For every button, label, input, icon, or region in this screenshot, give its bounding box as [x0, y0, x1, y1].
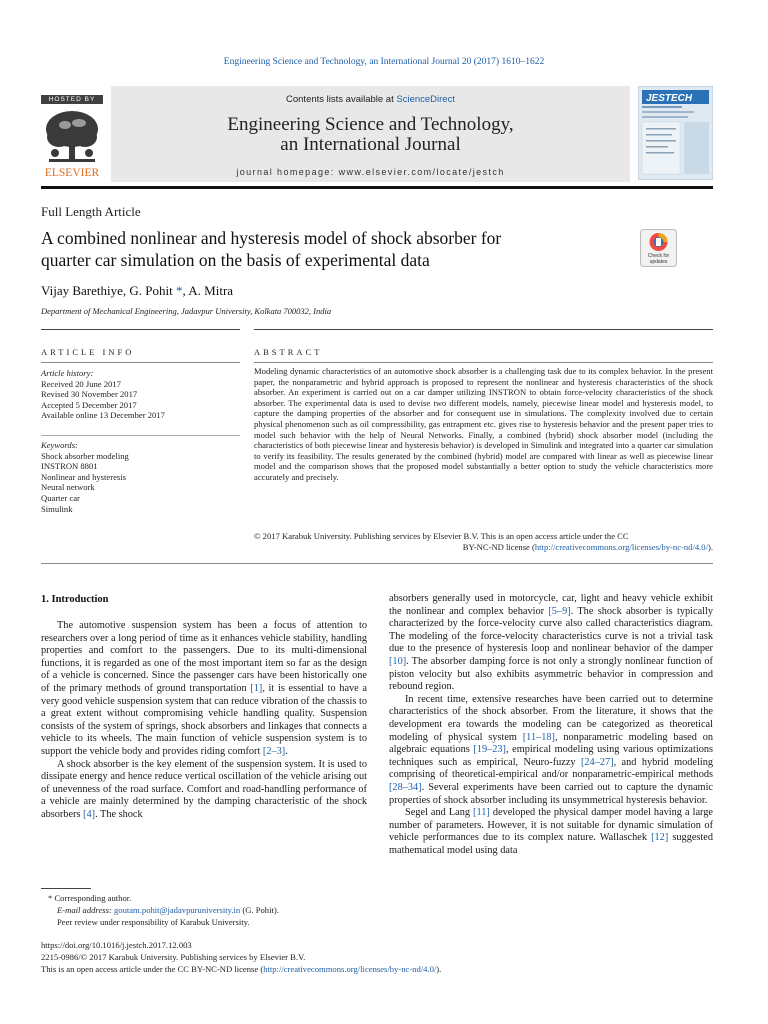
article-history — [41, 368, 165, 421]
author-affiliation: Department of Mechanical Engineering, Jadavpur University, Kolkata 700032, India — [41, 306, 332, 316]
keywords-list — [41, 440, 129, 514]
article-title-line1: A combined nonlinear and hysteresis model of shock absorber for — [41, 228, 502, 248]
paragraph-text: . Several experiments have been carried out to capture the dynamic properties of shock absorber including its unsymmetrical hysteresis behavior. — [389, 781, 713, 806]
license-prefix: BY-NC-ND license ( — [462, 542, 535, 552]
oa-license-link[interactable]: http://creativecommons.org/licenses/by-nc-nd/4.0/ — [263, 964, 437, 974]
reference-link[interactable]: [11–18] — [522, 731, 555, 743]
article-history-label: Article history: — [41, 368, 94, 378]
intro-paragraph — [389, 694, 713, 807]
email-suffix: (G. Pohit). — [240, 905, 279, 915]
article-info-heading-rule — [41, 362, 240, 363]
journal-title-line1: Engineering Science and Technology, — [227, 114, 514, 135]
keywords-label: Keywords: — [41, 440, 78, 450]
keyword-item: Neural network — [41, 482, 95, 493]
paragraph-text: A shock absorber is the key element of the suspension system. It is used to dissipate energy and hence reduce vertical oscillation of the vehicle arising out of unevenness of the road surface. Comfort and road-handling performance of a vehicle are mainly determined by the damping characteristic of the shock absorbers — [41, 758, 367, 820]
contents-prefix: Contents lists available at — [286, 94, 397, 105]
footnote-star: * — [48, 893, 53, 903]
abstract-heading-rule — [254, 362, 713, 363]
corresponding-author-note — [48, 893, 131, 905]
introduction-heading: 1. Introduction — [41, 594, 109, 605]
history-accepted: Accepted 5 December 2017 — [41, 399, 137, 410]
article-type-label: Full Length Article — [41, 204, 141, 219]
article-info-heading: ARTICLE INFO — [41, 347, 135, 357]
abstract-bottom-rule — [41, 563, 713, 564]
reference-link[interactable]: [12] — [651, 832, 669, 844]
license-link[interactable]: http://creativecommons.org/licenses/by-nc-nd/4.0/ — [534, 542, 708, 552]
open-access-line — [41, 964, 441, 976]
journal-title-line2: an International Journal — [280, 134, 461, 155]
reference-link[interactable]: [19–23] — [473, 744, 506, 756]
intro-paragraph — [41, 620, 367, 759]
intro-paragraph — [389, 593, 713, 694]
email-label: E-mail address: — [57, 905, 114, 915]
journal-cover-thumbnail[interactable] — [638, 86, 713, 180]
keyword-item: Quarter car — [41, 492, 80, 503]
keyword-item: Nonlinear and hysteresis — [41, 471, 126, 482]
paragraph-text: . The shock — [95, 808, 143, 820]
keywords-divider — [41, 435, 240, 436]
abstract-license — [254, 542, 713, 553]
email-note — [57, 905, 279, 917]
journal-homepage-link[interactable]: journal homepage: www.elsevier.com/locate/jestch — [236, 167, 505, 177]
contents-line — [111, 94, 630, 105]
paragraph-text: suggested mathematical model using data — [389, 832, 713, 856]
abstract-top-rule — [254, 329, 713, 330]
author-email-link[interactable]: goutam.pohit@jadavpuruniversity.in — [113, 905, 241, 915]
footnote-rule — [41, 888, 91, 889]
reference-link[interactable]: [10] — [389, 655, 407, 667]
footnote-text: Corresponding author. — [52, 893, 132, 903]
paragraph-text: , nonparametric modeling based on algebraic equations — [389, 731, 713, 756]
issn-line: 2215-0986/© 2017 Karabuk University. Publishing services by Elsevier B.V. — [41, 952, 306, 962]
paragraph-text: developed the physical damper model having a large number of parameters. However, it is not suitable for dynamic simulation of vehicle performances due to its complex nature. Wallaschek — [389, 807, 714, 844]
reference-link[interactable]: [24–27] — [580, 756, 614, 768]
reference-link[interactable]: [1] — [250, 682, 263, 694]
sciencedirect-link[interactable]: ScienceDirect — [396, 94, 455, 105]
cover-title: JESTECH — [646, 93, 693, 104]
doi-link[interactable]: https://doi.org/10.1016/j.jestch.2017.12.003 — [41, 940, 192, 950]
keyword-item: Shock absorber modeling — [41, 450, 129, 461]
body-column-right — [389, 593, 713, 857]
journal-citation-link[interactable]: Engineering Science and Technology, an International Journal 20 (2017) 1610–1622 — [223, 57, 545, 67]
paragraph-text: . The absorber damping force is not only a strongly nonlinear function of piston velocity but also exhibits asymmetric behavior in compression and rebound region. — [389, 655, 713, 693]
paragraph-text: , empirical modeling using various optimizations techniques such as empirical, Neuro-fuzzy — [389, 744, 714, 768]
paragraph-text: . — [285, 745, 288, 757]
license-suffix: ). — [707, 542, 713, 552]
reference-link[interactable]: [11] — [473, 807, 490, 819]
paragraph-text: Segel and Lang — [405, 807, 474, 819]
abstract-heading: ABSTRACT — [254, 347, 323, 357]
reference-link[interactable]: [4] — [83, 808, 96, 820]
article-info-top-rule — [41, 329, 240, 330]
elsevier-wordmark: ELSEVIER — [44, 167, 100, 179]
keyword-item: Simulink — [41, 503, 73, 514]
body-column-left — [41, 620, 367, 822]
authors-last: , A. Mitra — [182, 283, 234, 298]
oa-suffix: ). — [436, 964, 442, 974]
paragraph-text: . The shock absorber is typically characterized by the force-velocity curve also called characteristics diagram. The modeling of the force-velocity characteristics curve is not a trivial task due to the presence of hysteresis loop and nonlinear behavior of the damper — [389, 605, 714, 655]
check-updates-line1: Check for — [647, 253, 670, 259]
paragraph-text: In recent time, extensive researches have been carried out to determine characteristics of the shock absorber. From the literature, it shows that the development era towards the modeling can be categorized as theoretical modeling of physical system — [389, 693, 713, 743]
history-revised: Revised 30 November 2017 — [41, 389, 138, 400]
elsevier-tree-logo[interactable] — [41, 107, 103, 179]
paragraph-text: , it is essential to have a very good vehicle suspension system that can reduce vibration of the chassis to a great extent without compromising vehicle handling quality. Suspension consists of the system of springs, shock absorbers and linkages that connects a vehicle to its wheels. The main function of vehicle suspension system is to support the vehicle body and provides riding comfort — [41, 682, 367, 757]
keyword-item: INSTRON 8801 — [41, 461, 98, 472]
authors-first: Vijay Barethiye, G. Pohit — [41, 283, 173, 298]
paragraph-text: , and hybrid modeling comprising of theoretical-empirical and/or nonparametric-empirical methods — [389, 756, 713, 781]
reference-link[interactable]: [2–3] — [262, 745, 286, 757]
hosted-by-label: HOSTED BY — [41, 95, 103, 104]
paragraph-text: The automotive suspension system has been a focus of attention to researchers over a long period of time as it enhances vehicle stability, handling properties and comfort to the passengers. Due to its multi-dimensional functions, it is regarded as one of the most important item so far as the design of a vehicle is concerned. Since the passenger cars have been historically one of the primary methods of ground transportation — [41, 620, 367, 694]
check-for-updates-button[interactable] — [640, 229, 677, 267]
peer-review-note: Peer review under responsibility of Karabuk University. — [57, 917, 250, 927]
article-title-line2: quarter car simulation on the basis of experimental data — [41, 250, 430, 270]
intro-paragraph — [389, 807, 713, 857]
author-list — [41, 283, 233, 299]
reference-link[interactable]: [5–9] — [548, 605, 571, 617]
check-updates-line2: updates — [649, 259, 668, 265]
oa-prefix: This is an open access article under the CC BY-NC-ND license ( — [41, 964, 264, 974]
corresponding-author-marker[interactable]: * — [172, 283, 183, 298]
paragraph-text: absorbers generally used in motorcycle, car, light and heavy vehicle exhibit the nonlinear and complex behavior — [389, 593, 713, 617]
abstract-text: Modeling dynamic characteristics of an automotive shock absorber is a challenging task due to its complex behavior. In the present paper, the nonparametric and hybrid approach is proposed to represent the nonlinear and hysteresis characteristics of the shock absorber. An experiment is carried out on a car damper utilizing INSTRON to obtain force-velocity characteristics of the shock absorber. The experimental data is used to devise two different models, namely, piecewise linear model and hysteresis model, to capture the damping properties of the absorber and for consequent use in simulations. The complexity involved due to certain physical phenomenon such as oil compressibility, gas entrapment etc. gives rise to hysteresis behavior and the present paper tries to model such behavior with the help of Neural Networks. Finally, a combined (hybrid) shock absorber model (including the characteristics of both piecewise linear and hysteresis behavior) is developed in Simulink and integrated into a quarter car simulation to verify its feasibility. The results generated by the combined (hybrid) model are compared with linear as well as piecewise linear model and the comparison shows that the proposed model substantially a better option to study the vehicle characteristics more accurately and precisely. — [254, 366, 713, 482]
header-divider — [41, 186, 713, 189]
intro-paragraph — [41, 759, 367, 822]
abstract-copyright: © 2017 Karabuk University. Publishing services by Elsevier B.V. This is an open access article under the CC — [254, 531, 629, 541]
history-received: Received 20 June 2017 — [41, 378, 121, 389]
history-online: Available online 13 December 2017 — [41, 410, 165, 421]
reference-link[interactable]: [28–34] — [389, 781, 422, 793]
